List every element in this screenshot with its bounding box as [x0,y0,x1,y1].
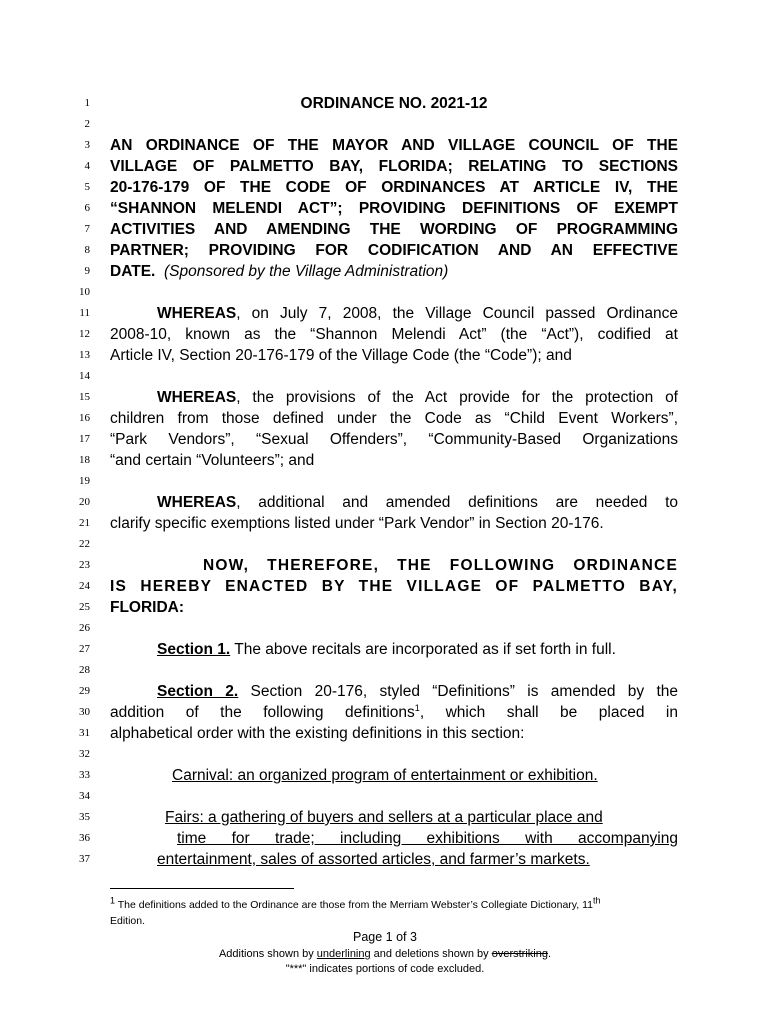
caption-date: DATE. [110,263,156,280]
line-number: 34 [79,790,90,802]
footnote-marker: 1 [110,895,116,906]
line-number: 26 [79,622,90,634]
line-number: 20 [79,496,90,508]
definition-fairs-line: Fairs: a gathering of buyers and sellers at a particular place and [165,809,603,826]
definition-carnival: Carnival: an organized program of entertainment or exhibition. [172,767,598,784]
footnote-body: The definitions added to the Ordinance are those from the Merriam Webster’s Collegiate Dictionary, 11 [115,899,594,911]
whereas-paragraph-line: children from those defined under the Code as “Child Event Workers”, [110,410,678,427]
line-number: 15 [79,391,90,403]
line-number: 9 [84,265,90,277]
whereas-paragraph-line [110,303,678,324]
sponsor-note: (Sponsored by the Village Administration) [163,263,449,280]
section-2-text: addition of the following definitions [110,704,415,721]
line-number: 24 [79,580,90,592]
line-number: 14 [79,370,90,382]
line-number: 36 [79,832,90,844]
line-number: 19 [79,475,90,487]
caption-line: AN ORDINANCE OF THE MAYOR AND VILLAGE COUNCIL OF THE [110,137,678,154]
definition-fairs-line: time for trade; including exhibitions with accompanying [177,830,678,847]
line-number: 22 [79,538,90,550]
section-2-text: , which shall be placed in [419,704,678,721]
caption-last-line [110,261,678,282]
ordinance-title: ORDINANCE NO. 2021-12 [300,95,488,112]
line-number: 33 [79,769,90,781]
footer-legend-text: . [547,948,552,960]
line-number: 6 [84,202,90,214]
line-number: 11 [79,307,90,319]
line-number: 3 [84,139,90,151]
enacting-clause-line: IS HEREBY ENACTED BY THE VILLAGE OF PALMETTO BAY, [110,578,678,595]
section-1-heading: Section 1. [157,641,231,658]
line-number: 17 [79,433,90,445]
line-number: 35 [79,811,90,823]
whereas-paragraph-line [110,387,678,408]
footer-legend-underline: underlining [316,948,371,960]
line-number: 1 [84,97,90,109]
line-number: 21 [79,517,90,529]
line-number: 13 [79,349,90,361]
whereas-paragraph-line: clarify specific exemptions listed under “Park Vendor” in Section 20-176. [110,515,604,532]
whereas-lead: WHEREAS [157,305,237,322]
line-number: 16 [79,412,90,424]
line-number: 5 [84,181,90,193]
whereas-paragraph-line: “Park Vendors”, “Sexual Offenders”, “Community-Based Organizations [110,431,678,448]
whereas-lead: WHEREAS [157,389,237,406]
line-number: 25 [79,601,90,613]
whereas-text: , the provisions of the Act provide for the protection of [236,389,678,406]
whereas-paragraph-line: “and certain “Volunteers”; and [110,452,315,469]
line-number: 29 [79,685,90,697]
caption-line: “SHANNON MELENDI ACT”; PROVIDING DEFINITIONS OF EXEMPT [110,200,678,217]
section-2-line [110,702,678,723]
caption-line: ACTIVITIES AND AMENDING THE WORDING OF PROGRAMMING [110,221,678,238]
whereas-lead: WHEREAS [157,494,237,511]
enacting-clause-line: FLORIDA: [110,599,185,616]
line-number: 2 [84,118,90,130]
section-2-heading: Section 2. [157,683,239,700]
page-number: Page 1 of 3 [353,930,417,944]
footer-legend-text: and deletions shown by [370,948,492,960]
footnote-divider [110,888,294,889]
caption-line: 20-176-179 OF THE CODE OF ORDINANCES AT ARTICLE IV, THE [110,179,678,196]
whereas-paragraph-line: 2008-10, known as the “Shannon Melendi Act” (the “Act”), codified at [110,326,678,343]
footer-legend [0,947,770,962]
whereas-paragraph-line [110,492,678,513]
definition-fairs-line: entertainment, sales of assorted articles, and farmer’s markets. [157,851,590,868]
line-number: 31 [79,727,90,739]
line-number: 4 [84,160,90,172]
line-number: 18 [79,454,90,466]
footer-legend-strike: overstriking [491,948,548,960]
footer-excluded-note: "***" indicates portions of code excluded. [285,963,485,975]
line-number: 32 [79,748,90,760]
section-1-text: The above recitals are incorporated as if set forth in full. [230,641,616,658]
line-number: 27 [79,643,90,655]
enacting-clause-line: NOW, THEREFORE, THE FOLLOWING ORDINANCE [203,557,678,574]
section-1-paragraph [110,639,678,660]
section-2-line: alphabetical order with the existing definitions in this section: [110,725,525,742]
caption-line: VILLAGE OF PALMETTO BAY, FLORIDA; RELATING TO SECTIONS [110,158,678,175]
line-number: 23 [79,559,90,571]
footnote-text-cont: Edition. [110,915,146,927]
section-2-text: Section 20-176, styled “Definitions” is amended by the [238,683,678,700]
line-number: 7 [84,223,90,235]
line-number: 8 [84,244,90,256]
whereas-paragraph-line: Article IV, Section 20-176-179 of the Village Code (the “Code”); and [110,347,572,364]
line-number: 10 [79,286,90,298]
line-number: 37 [79,853,90,865]
line-number: 30 [79,706,90,718]
footnote-reference: 1 [414,702,420,713]
line-number: 12 [79,328,90,340]
whereas-text: , additional and amended definitions are needed to [236,494,678,511]
footer-legend-text: Additions shown by [218,948,317,960]
footnote-superscript: th [593,895,601,906]
line-number: 28 [79,664,90,676]
section-2-line [110,681,678,702]
whereas-text: , on July 7, 2008, the Village Council passed Ordinance [236,305,678,322]
footnote-text [110,897,710,913]
caption-line: PARTNER; PROVIDING FOR CODIFICATION AND AN EFFECTIVE [110,242,678,259]
